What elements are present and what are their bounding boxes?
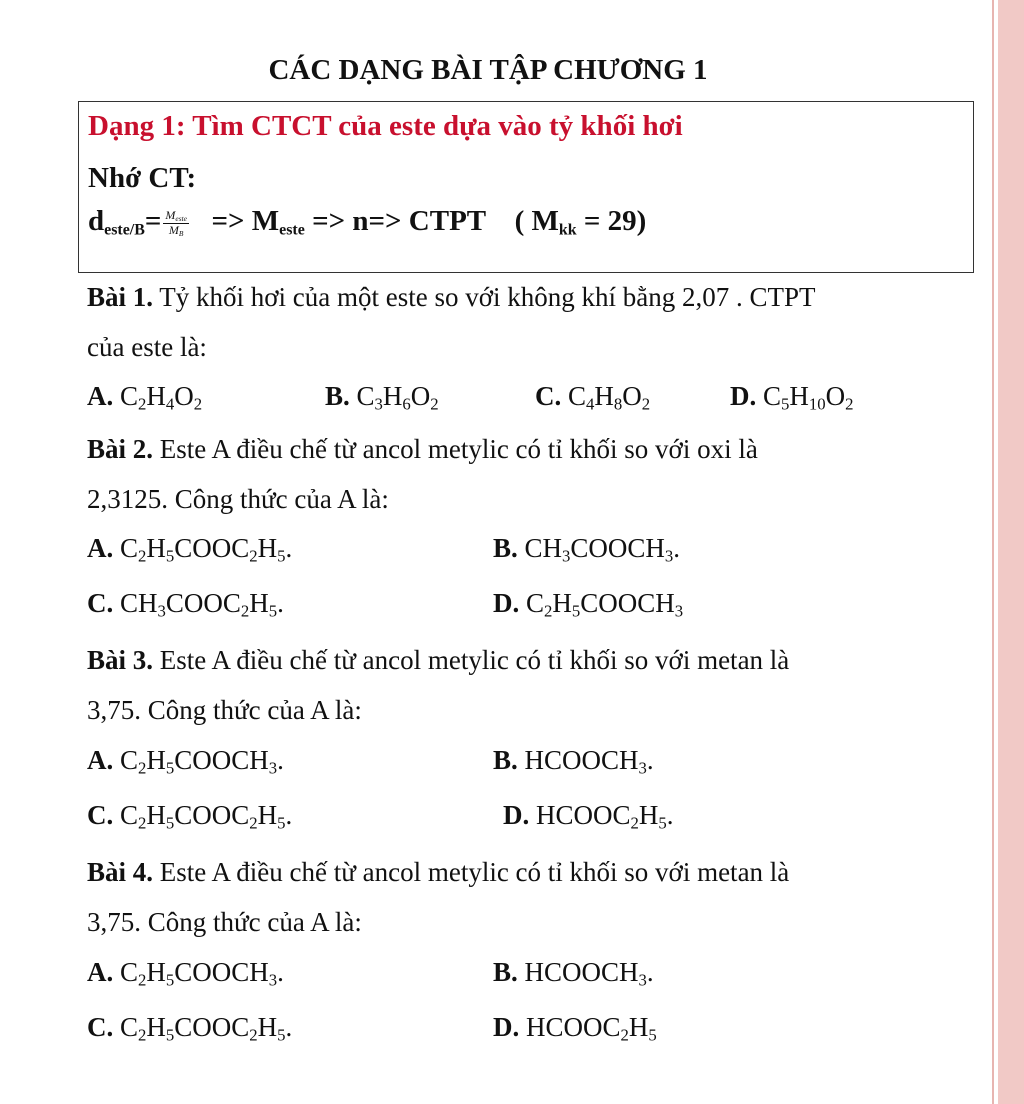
formula-text: H xyxy=(594,381,614,411)
question-1-label: Bài 1. xyxy=(87,282,154,312)
formula-d-sub: este/B xyxy=(104,221,145,239)
formula-text: O xyxy=(174,381,194,411)
formula-subscript: 2 xyxy=(845,394,854,414)
formula-subscript: 3 xyxy=(157,601,166,621)
formula-subscript: 3 xyxy=(664,546,674,566)
q1-option-a xyxy=(87,381,202,412)
formula-subscript: 2 xyxy=(630,813,639,833)
formula-subscript: 2 xyxy=(138,813,147,833)
fraction-denominator xyxy=(163,224,189,238)
formula-text: C xyxy=(120,745,139,775)
formula-rest: => n=> CTPT xyxy=(312,205,486,237)
option-letter: B. xyxy=(493,957,518,987)
q2-option-b xyxy=(493,533,680,564)
q3-option-a xyxy=(87,745,284,776)
formula-text: H xyxy=(257,800,278,830)
formula-text: C xyxy=(356,381,375,411)
formula-text: COOC xyxy=(165,588,241,618)
formula-subscript: 4 xyxy=(586,394,595,414)
formula-subscript: 5 xyxy=(165,813,175,833)
q4-option-b xyxy=(493,957,654,988)
option-letter: D. xyxy=(493,1012,520,1042)
page-border xyxy=(998,0,1024,1104)
q3-option-b xyxy=(493,745,654,776)
option-letter: C. xyxy=(87,800,114,830)
question-1-line-2: của este là: xyxy=(87,332,207,362)
formula-subscript: 3 xyxy=(374,394,383,414)
formula-text: C xyxy=(763,381,782,411)
option-letter: A. xyxy=(87,957,114,987)
fraction-numerator xyxy=(163,209,189,224)
formula-eq: = xyxy=(144,205,162,237)
formula-text: COOCH xyxy=(570,533,665,563)
formula-subscript: 8 xyxy=(613,394,623,414)
formula-text: C xyxy=(120,381,139,411)
option-letter: D. xyxy=(730,381,757,411)
formula-text: . xyxy=(646,745,654,775)
formula-text: HCOOC xyxy=(536,800,631,830)
option-letter: C. xyxy=(535,381,562,411)
formula-text: HCOOCH xyxy=(524,745,639,775)
question-3-label: Bài 3. xyxy=(87,645,154,675)
question-2-line-2: 2,3125. Công thức của A là: xyxy=(87,484,389,514)
option-letter: C. xyxy=(87,1012,114,1042)
formula-d: d xyxy=(88,205,105,237)
formula-text: . xyxy=(285,800,293,830)
formula-text: C xyxy=(120,1012,139,1042)
formula-subscript: 2 xyxy=(193,394,203,414)
formula-fraction xyxy=(163,209,189,238)
formula-subscript: 2 xyxy=(138,546,147,566)
q2-option-c xyxy=(87,588,284,619)
formula-text: C xyxy=(568,381,587,411)
option-letter: D. xyxy=(503,800,530,830)
formula-text: CH xyxy=(120,588,158,618)
formula-subscript: 3 xyxy=(638,758,647,778)
formula-text: H xyxy=(146,533,166,563)
formula-subscript: 5 xyxy=(277,1025,286,1045)
formula-subscript: 2 xyxy=(641,394,651,414)
q4-option-d xyxy=(493,1012,657,1043)
formula-subscript: 5 xyxy=(165,1025,175,1045)
formula-text: H xyxy=(382,381,403,411)
formula-subscript: 5 xyxy=(277,813,286,833)
formula-note: ( M xyxy=(514,205,559,237)
box-heading: Dạng 1: Tìm CTCT của este dựa vào tỷ khối hơi xyxy=(88,110,683,142)
formula-text: . xyxy=(666,800,674,830)
formula-note-rest: = 29) xyxy=(583,205,647,237)
formula-text: C xyxy=(120,533,139,563)
formula-text: H xyxy=(789,381,809,411)
option-letter: B. xyxy=(325,381,350,411)
formula-text: . xyxy=(285,533,293,563)
option-letter: A. xyxy=(87,533,114,563)
formula-text: . xyxy=(673,533,681,563)
question-1-text-1: Tỷ khối hơi của một este so với không khí bằng 2,07 . CTPT xyxy=(159,282,816,312)
formula-subscript: 5 xyxy=(571,601,581,621)
formula-text: COOC xyxy=(174,533,250,563)
formula-subscript: 2 xyxy=(138,394,147,414)
formula-text: COOCH xyxy=(580,588,675,618)
formula-text: CH xyxy=(524,533,563,563)
formula-m-sub: este xyxy=(279,221,305,239)
option-letter: B. xyxy=(493,745,518,775)
formula-subscript: 3 xyxy=(638,970,647,990)
box-remember: Nhớ CT: xyxy=(88,162,197,194)
q2-option-d xyxy=(493,588,683,619)
question-2-text-1: Este A điều chế từ ancol metylic có tỉ khối so với oxi là xyxy=(159,434,758,464)
formula-text: . xyxy=(277,957,284,987)
fraction-num-sub: este xyxy=(175,214,187,224)
formula-text: H xyxy=(146,957,166,987)
formula-text: H xyxy=(146,800,166,830)
box-formula xyxy=(88,205,646,238)
option-letter: C. xyxy=(87,588,114,618)
formula-text: COOC xyxy=(174,1012,250,1042)
formula-subscript: 5 xyxy=(165,970,175,990)
question-4-label: Bài 4. xyxy=(87,857,154,887)
formula-text: H xyxy=(146,381,166,411)
formula-subscript: 2 xyxy=(249,546,258,566)
question-2-line-1 xyxy=(87,434,758,465)
formula-text: . xyxy=(277,588,284,618)
formula-text: C xyxy=(526,588,545,618)
q1-option-b xyxy=(325,381,439,412)
formula-note-sub: kk xyxy=(558,221,577,239)
formula-subscript: 5 xyxy=(658,813,667,833)
question-2-label: Bài 2. xyxy=(87,434,154,464)
formula-text: HCOOC xyxy=(526,1012,621,1042)
formula-subscript: 2 xyxy=(249,813,258,833)
formula-subscript: 2 xyxy=(138,758,147,778)
fraction-den-sub: B xyxy=(178,228,184,238)
question-3-line-1 xyxy=(87,645,789,676)
formula-subscript: 2 xyxy=(138,970,147,990)
formula-text: H xyxy=(257,1012,278,1042)
option-letter: A. xyxy=(87,381,114,411)
formula-text: H xyxy=(638,800,659,830)
q1-option-d xyxy=(730,381,854,412)
q1-option-c xyxy=(535,381,650,412)
formula-subscript: 3 xyxy=(268,758,278,778)
q4-option-a xyxy=(87,957,284,988)
formula-subscript: 5 xyxy=(165,546,175,566)
q2-option-a xyxy=(87,533,292,564)
fraction-den-m: M xyxy=(168,222,179,237)
page-border-line xyxy=(992,0,994,1104)
formula-subscript: 2 xyxy=(430,394,439,414)
question-3-text-1: Este A điều chế từ ancol metylic có tỉ khối so với metan là xyxy=(159,645,790,675)
formula-text: H xyxy=(257,533,278,563)
formula-subscript: 3 xyxy=(268,970,278,990)
formula-subscript: 5 xyxy=(648,1025,657,1045)
formula-subscript: 5 xyxy=(268,601,278,621)
q3-option-c xyxy=(87,800,292,831)
formula-text: . xyxy=(285,1012,293,1042)
formula-box xyxy=(78,101,974,273)
formula-text: . xyxy=(277,745,284,775)
formula-subscript: 2 xyxy=(249,1025,258,1045)
formula-subscript: 5 xyxy=(781,394,790,414)
formula-subscript: 3 xyxy=(674,601,684,621)
formula-text: O xyxy=(622,381,642,411)
formula-subscript: 6 xyxy=(402,394,411,414)
question-4-text-1: Este A điều chế từ ancol metylic có tỉ khối so với metan là xyxy=(159,857,790,887)
page-title: CÁC DẠNG BÀI TẬP CHƯƠNG 1 xyxy=(268,54,708,86)
formula-text: H xyxy=(552,588,572,618)
question-1-line-1 xyxy=(87,282,816,313)
formula-text: COOCH xyxy=(174,745,269,775)
formula-text: O xyxy=(825,381,846,411)
option-letter: B. xyxy=(493,533,518,563)
question-4-line-1 xyxy=(87,857,789,888)
formula-text: H xyxy=(249,588,269,618)
formula-arrow-m: => M xyxy=(211,205,280,237)
option-letter: D. xyxy=(493,588,520,618)
q3-option-d xyxy=(503,800,674,831)
formula-text: C xyxy=(120,800,139,830)
formula-text: C xyxy=(120,957,139,987)
formula-subscript: 2 xyxy=(138,1025,147,1045)
formula-subscript: 2 xyxy=(620,1025,629,1045)
formula-text: COOCH xyxy=(174,957,269,987)
formula-subscript: 10 xyxy=(808,394,826,414)
formula-text: . xyxy=(646,957,654,987)
fraction-num-m: M xyxy=(165,208,176,223)
question-4-line-2: 3,75. Công thức của A là: xyxy=(87,907,362,937)
q4-option-c xyxy=(87,1012,292,1043)
formula-text: H xyxy=(146,745,166,775)
formula-text: COOC xyxy=(174,800,250,830)
formula-subscript: 2 xyxy=(240,601,250,621)
formula-text: O xyxy=(410,381,431,411)
formula-subscript: 3 xyxy=(562,546,571,566)
formula-subscript: 4 xyxy=(165,394,175,414)
formula-subscript: 2 xyxy=(544,601,553,621)
option-letter: A. xyxy=(87,745,114,775)
formula-subscript: 5 xyxy=(277,546,286,566)
question-3-line-2: 3,75. Công thức của A là: xyxy=(87,695,362,725)
formula-text: HCOOCH xyxy=(524,957,639,987)
formula-text: H xyxy=(628,1012,649,1042)
formula-subscript: 5 xyxy=(165,758,175,778)
formula-text: H xyxy=(146,1012,166,1042)
